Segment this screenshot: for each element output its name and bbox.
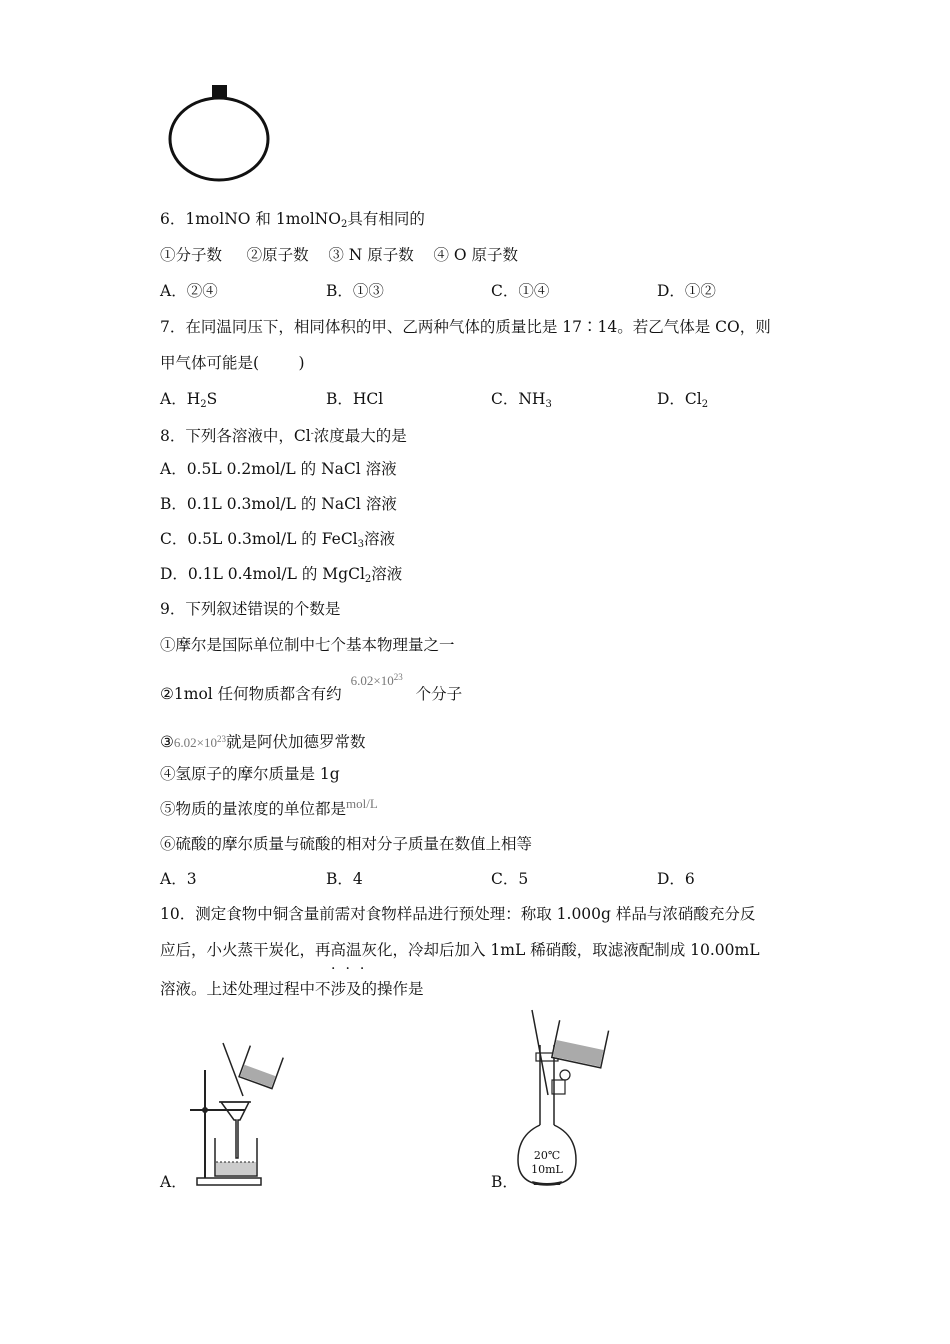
q10-stem-line2: 应后，小火蒸干炭化，再高温灰化，冷却后加入 1mL 稀硝酸，取滤液配制成 10.00mL: [160, 941, 760, 959]
q8-option-b: B．0.1L 0.3mol/L 的 NaCl 溶液: [160, 495, 397, 513]
q9-item-3: $③6.02\times 10^{23}$就是阿伏加德罗常数: [160, 733, 366, 751]
flask-volume-label: 10mL: [531, 1163, 563, 1176]
q7-option-d: D．$Cl_2$: [657, 390, 709, 410]
q9-item-1: ①摩尔是国际单位制中七个基本物理量之一: [160, 636, 455, 654]
q9-item3-formula: $6.02\times 10^{23}$: [173, 734, 226, 750]
q6-option-c: C．①④: [491, 282, 550, 300]
q7-stem-line1: 7．在同温同压下，相同体积的甲、乙两种气体的质量比是 17∶14。若乙气体是 CO，则: [160, 318, 771, 336]
q9-item-6: ⑥硫酸的摩尔质量与硫酸的相对分子质量在数值上相等: [160, 835, 533, 853]
filtration-apparatus-figure: [185, 1038, 285, 1188]
q10-option-a-label: A．: [160, 1173, 187, 1191]
q9-stem: 9．下列叙述错误的个数是: [160, 600, 341, 618]
emphasis-dots: ···: [331, 961, 375, 977]
q8-option-c: C．0.5L 0.3mol/L 的 FeCl$_3$溶液: [160, 530, 396, 550]
q7-option-a: A．$H_2S$: [160, 390, 218, 410]
q6-option-a: A．②④: [160, 282, 218, 300]
q9-option-a: A．3: [160, 870, 197, 888]
q10-option-b-label: B．: [491, 1173, 518, 1191]
q9-option-b: B．4: [326, 870, 363, 888]
q6-stem: 6．1molNO 和 1molNO$_2$具有相同的: [160, 210, 425, 230]
q8-option-a: A．0.5L 0.2mol/L 的 NaCl 溶液: [160, 460, 397, 478]
q9-item-2: ②1mol 任何物质都含有约 $^{6.02\times 10^{23}}$ 个分子: [160, 672, 463, 703]
q8-option-d: D．0.1L 0.4mol/L 的 MgCl$_2$溶液: [160, 565, 403, 585]
q9-option-d: D．6: [657, 870, 695, 888]
q6-option-b: B．①③: [326, 282, 384, 300]
flask-temp-label: 20℃: [533, 1149, 561, 1162]
q9-item2-formula: 6.02×1023: [350, 672, 403, 688]
q10-stem-line1: 10．测定食物中铜含量前需对食物样品进行预处理：称取 1.000g 样品与浓硝酸充分反: [160, 905, 756, 923]
q8-stem: 8．下列各溶液中，Cl-浓度最大的是: [160, 427, 407, 445]
q9-item-5: ⑤物质的量浓度的单位都是$^{mol/L}$: [160, 796, 378, 818]
q10-stem-line3: 溶液。上述处理过程中不涉及的操作是: [160, 980, 424, 998]
q6-option-d: D．①②: [657, 282, 716, 300]
q7-option-c: C．$NH_3$: [491, 390, 552, 410]
q9-item-4: ④氢原子的摩尔质量是 1g: [160, 765, 340, 783]
round-flask-figure: [162, 80, 282, 190]
q7-stem-line2: 甲气体可能是( ): [160, 354, 305, 372]
q7-option-b: B．HCl: [326, 390, 384, 408]
volumetric-flask-figure: [510, 1005, 620, 1190]
q6-items: ①分子数 ②原子数 ③ N 原子数 ④ O 原子数: [160, 246, 519, 264]
q9-option-c: C．5: [491, 870, 529, 888]
